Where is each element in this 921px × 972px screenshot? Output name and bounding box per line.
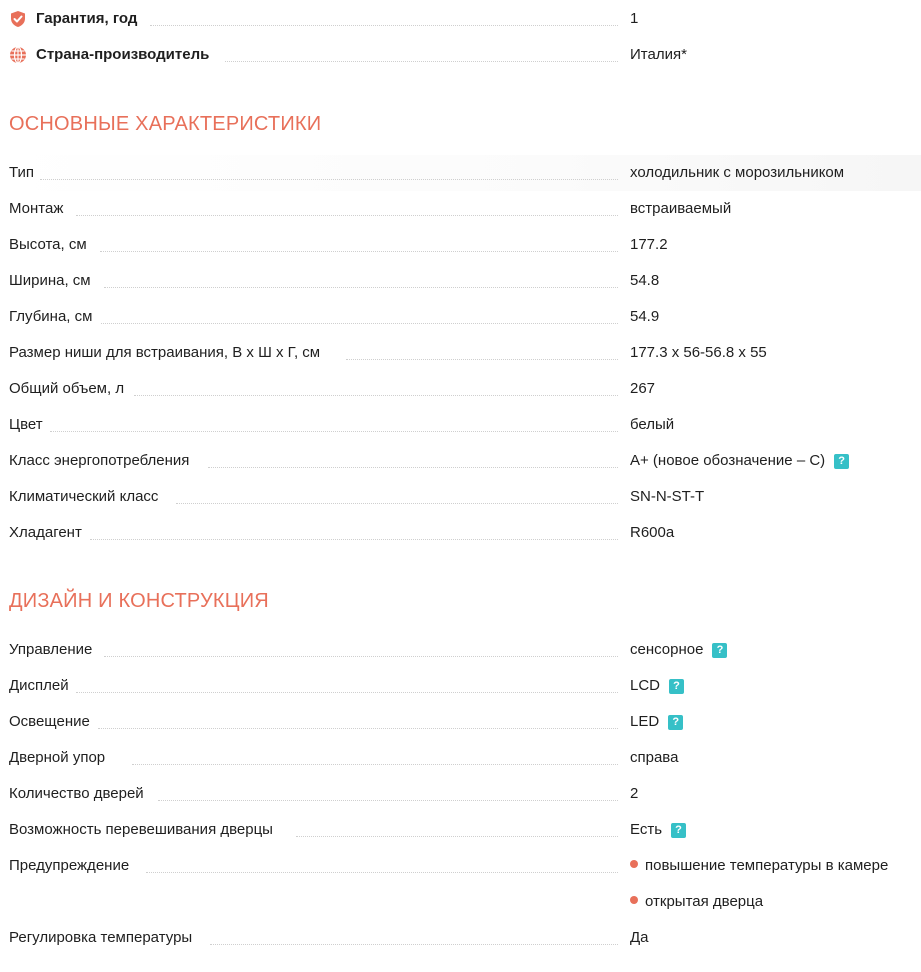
spec-label: Ширина, см <box>9 272 95 290</box>
bullet-icon <box>630 896 638 904</box>
spec-row-continuation <box>0 884 921 920</box>
section-title-main-specs: ОСНОВНЫЕ ХАРАКТЕРИСТИКИ <box>9 113 322 135</box>
spec-row <box>0 740 921 776</box>
spec-value: Италия* <box>630 46 687 63</box>
spec-row <box>0 920 921 956</box>
warning-item <box>630 893 763 911</box>
spec-label: Гарантия, год <box>36 10 141 28</box>
spec-value: 2 <box>630 785 639 802</box>
spec-value: 177.2 <box>630 236 668 253</box>
spec-row <box>0 263 921 299</box>
spec-value: сенсорное <box>630 641 704 658</box>
spec-value: LED <box>630 713 660 730</box>
help-icon[interactable]: ? <box>712 643 727 658</box>
dotted-leader <box>76 215 618 216</box>
spec-row <box>0 407 921 443</box>
spec-value: LCD <box>630 677 661 694</box>
spec-value: Есть <box>630 821 663 838</box>
dotted-leader <box>90 539 618 540</box>
spec-label: Монтаж <box>9 200 67 218</box>
spec-row <box>0 227 921 263</box>
spec-value: холодильник с морозильником <box>630 164 845 181</box>
shield-check-icon <box>9 10 27 28</box>
spec-value: 267 <box>630 380 656 397</box>
dotted-leader <box>98 728 618 729</box>
dotted-leader <box>132 764 618 765</box>
dotted-leader <box>134 395 618 396</box>
dotted-leader <box>210 944 618 945</box>
spec-value: 1 <box>630 10 639 27</box>
spec-row <box>0 776 921 812</box>
spec-label: Предупреждение <box>9 857 133 875</box>
spec-label: Хладагент <box>9 524 86 542</box>
spec-label: Класс энергопотребления <box>9 452 193 470</box>
spec-value: справа <box>630 749 679 766</box>
spec-label: Общий объем, л <box>9 380 128 398</box>
help-icon[interactable]: ? <box>668 715 683 730</box>
spec-label: Климатический класс <box>9 488 162 506</box>
bullet-icon <box>630 860 638 868</box>
spec-row-country <box>0 37 921 73</box>
spec-label: Возможность перевешивания дверцы <box>9 821 277 839</box>
spec-label: Высота, см <box>9 236 91 254</box>
spec-value-with-help <box>630 452 849 470</box>
spec-value-with-help <box>630 821 686 839</box>
spec-value: SN-N-ST-T <box>630 488 705 505</box>
spec-row <box>0 371 921 407</box>
spec-value-with-help <box>630 641 727 659</box>
spec-label: Глубина, см <box>9 308 96 326</box>
spec-label: Страна-производитель <box>36 46 213 64</box>
globe-icon <box>9 46 27 64</box>
spec-value: 54.9 <box>630 308 660 325</box>
dotted-leader <box>150 25 618 26</box>
section-title-design: ДИЗАЙН И КОНСТРУКЦИЯ <box>9 590 269 612</box>
spec-row <box>0 848 921 884</box>
dotted-leader <box>40 179 618 180</box>
dotted-leader <box>146 872 618 873</box>
spec-value: белый <box>630 416 675 433</box>
spec-row <box>0 443 921 479</box>
spec-row <box>0 515 921 551</box>
dotted-leader <box>101 323 618 324</box>
spec-row <box>0 812 921 848</box>
spec-label: Управление <box>9 641 96 659</box>
spec-value: встраиваемый <box>630 200 732 217</box>
dotted-leader <box>208 467 618 468</box>
spec-row <box>0 299 921 335</box>
spec-value: 54.8 <box>630 272 660 289</box>
spec-label: Освещение <box>9 713 94 731</box>
dotted-leader <box>50 431 618 432</box>
dotted-leader <box>346 359 618 360</box>
spec-label: Регулировка температуры <box>9 929 196 947</box>
help-icon[interactable]: ? <box>834 454 849 469</box>
spec-row <box>0 335 921 371</box>
dotted-leader <box>104 287 618 288</box>
spec-value: повышение температуры в камере <box>645 857 889 874</box>
help-icon[interactable]: ? <box>671 823 686 838</box>
warning-item <box>630 857 888 875</box>
dotted-leader <box>296 836 618 837</box>
spec-value: Да <box>630 929 649 946</box>
spec-label: Цвет <box>9 416 47 434</box>
spec-row <box>0 191 921 227</box>
dotted-leader <box>176 503 618 504</box>
spec-value-with-help <box>630 677 684 695</box>
dotted-leader <box>104 656 618 657</box>
spec-row <box>0 668 921 704</box>
spec-value: 177.3 x 56-56.8 x 55 <box>630 344 767 361</box>
spec-label: Тип <box>9 164 35 181</box>
spec-label: Количество дверей <box>9 785 148 803</box>
spec-row <box>0 704 921 740</box>
spec-value: R600a <box>630 524 675 541</box>
dotted-leader <box>100 251 618 252</box>
spec-row <box>0 632 921 668</box>
spec-value-with-help <box>630 713 683 731</box>
spec-label: Дверной упор <box>9 749 109 767</box>
spec-row <box>0 479 921 515</box>
spec-label: Размер ниши для встраивания, В x Ш x Г, см <box>9 344 324 362</box>
dotted-leader <box>158 800 618 801</box>
spec-value: A+ (новое обозначение – C) <box>630 452 826 469</box>
spec-label: Дисплей <box>9 677 73 695</box>
dotted-leader <box>76 692 618 693</box>
help-icon[interactable]: ? <box>669 679 684 694</box>
spec-value: открытая дверца <box>645 893 764 910</box>
dotted-leader <box>225 61 618 62</box>
spec-row <box>0 155 921 191</box>
spec-row-warranty <box>0 1 921 37</box>
